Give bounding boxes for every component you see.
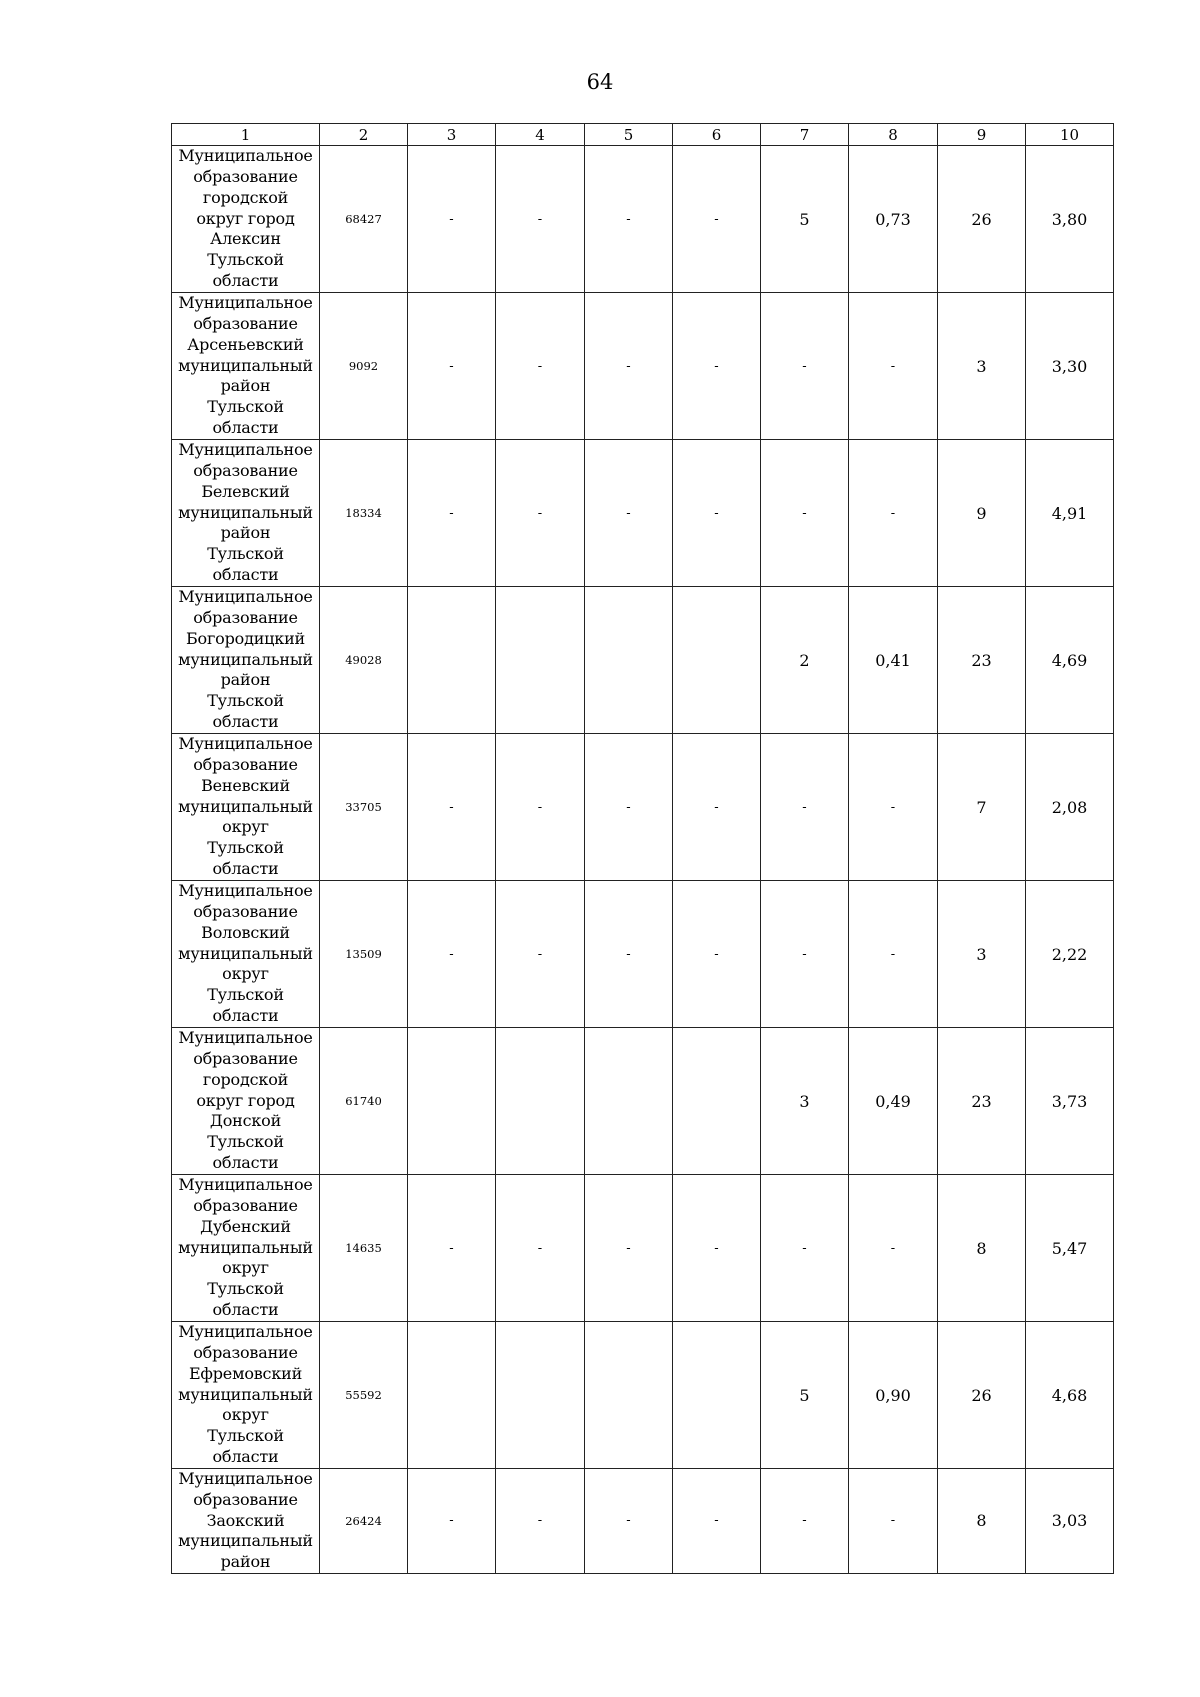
value-cell bbox=[496, 1028, 585, 1175]
value-cell: 4,69 bbox=[1026, 587, 1114, 734]
value-cell: 4,91 bbox=[1026, 440, 1114, 587]
municipality-name-cell bbox=[172, 1469, 320, 1574]
value-cell: - bbox=[408, 881, 496, 1028]
population-cell: 13509 bbox=[320, 881, 408, 1028]
municipality-name-line: округ bbox=[222, 964, 269, 984]
municipality-name-line: район bbox=[220, 376, 271, 396]
column-header: 9 bbox=[938, 124, 1026, 146]
municipality-name-line: области bbox=[212, 564, 279, 584]
column-header: 2 bbox=[320, 124, 408, 146]
municipality-name-line: муниципальный bbox=[178, 502, 313, 522]
municipality-name-line: образование bbox=[193, 1049, 298, 1068]
value-cell: - bbox=[761, 734, 849, 881]
municipality-name-cell bbox=[172, 587, 320, 734]
municipality-name-line: области bbox=[212, 1446, 279, 1466]
value-cell: - bbox=[496, 440, 585, 587]
value-cell: 0,41 bbox=[849, 587, 938, 734]
value-cell bbox=[408, 1028, 496, 1175]
municipality-name-line: образование bbox=[193, 608, 298, 627]
municipality-name-line: образование bbox=[193, 314, 298, 333]
municipality-name-line: муниципальный bbox=[178, 796, 313, 816]
municipality-name-line: Тульской bbox=[207, 397, 284, 417]
population-cell: 61740 bbox=[320, 1028, 408, 1175]
municipality-name-line: район bbox=[220, 1552, 271, 1572]
value-cell: - bbox=[849, 440, 938, 587]
table-row bbox=[172, 146, 1114, 293]
municipality-name-line: Тульской bbox=[207, 985, 284, 1005]
value-cell: 3 bbox=[761, 1028, 849, 1175]
municipality-name-line: Тульской bbox=[207, 1279, 284, 1299]
value-cell bbox=[585, 1322, 673, 1469]
municipality-name-line: Муниципальное bbox=[178, 146, 313, 166]
value-cell: - bbox=[673, 1175, 761, 1322]
municipality-name-line: округ bbox=[222, 1258, 269, 1278]
municipality-name-line: Арсеньевский bbox=[187, 334, 304, 354]
value-cell: - bbox=[585, 440, 673, 587]
value-cell: - bbox=[408, 146, 496, 293]
municipality-name-cell bbox=[172, 146, 320, 293]
value-cell: - bbox=[673, 734, 761, 881]
value-cell: 8 bbox=[938, 1175, 1026, 1322]
value-cell: - bbox=[496, 1469, 585, 1574]
value-cell: 5 bbox=[761, 146, 849, 293]
value-cell: 8 bbox=[938, 1469, 1026, 1574]
municipality-name-line: области bbox=[212, 270, 279, 290]
population-cell: 49028 bbox=[320, 587, 408, 734]
municipality-name-line: Богородицкий bbox=[185, 628, 305, 648]
value-cell: 3,30 bbox=[1026, 293, 1114, 440]
municipality-name-line: Тульской bbox=[207, 544, 284, 564]
municipality-name-line: Тульской bbox=[207, 838, 284, 858]
municipality-name-line: Муниципальное bbox=[178, 587, 313, 607]
municipality-name-line: области bbox=[212, 417, 279, 437]
column-header: 1 bbox=[172, 124, 320, 146]
municipality-name-line: городской bbox=[202, 1069, 289, 1089]
value-cell bbox=[673, 1322, 761, 1469]
table-row bbox=[172, 881, 1114, 1028]
value-cell bbox=[673, 587, 761, 734]
municipality-name-line: Веневский bbox=[201, 775, 290, 795]
municipality-name-line: Муниципальное bbox=[178, 734, 313, 754]
value-cell: 26 bbox=[938, 146, 1026, 293]
value-cell: - bbox=[496, 881, 585, 1028]
municipality-name-line: образование bbox=[193, 1489, 298, 1509]
population-cell: 33705 bbox=[320, 734, 408, 881]
value-cell: - bbox=[585, 146, 673, 293]
municipality-name-cell bbox=[172, 734, 320, 881]
table-row bbox=[172, 1175, 1114, 1322]
municipality-name-line: области bbox=[212, 858, 279, 878]
population-cell: 55592 bbox=[320, 1322, 408, 1469]
column-header: 5 bbox=[585, 124, 673, 146]
value-cell: - bbox=[408, 1175, 496, 1322]
value-cell: - bbox=[408, 440, 496, 587]
value-cell: 5,47 bbox=[1026, 1175, 1114, 1322]
value-cell: 3 bbox=[938, 293, 1026, 440]
value-cell: 3 bbox=[938, 881, 1026, 1028]
municipality-name-line: Муниципальное bbox=[178, 1028, 313, 1048]
municipality-name-line: муниципальный bbox=[178, 649, 313, 669]
municipality-name-line: области bbox=[212, 1005, 279, 1025]
municipality-name-line: муниципальный bbox=[178, 1237, 313, 1257]
value-cell bbox=[673, 1028, 761, 1175]
data-table bbox=[171, 123, 1114, 1574]
value-cell: 3,73 bbox=[1026, 1028, 1114, 1175]
value-cell: 0,73 bbox=[849, 146, 938, 293]
value-cell: - bbox=[673, 440, 761, 587]
value-cell: 0,49 bbox=[849, 1028, 938, 1175]
municipality-name-line: Донской bbox=[209, 1111, 282, 1131]
population-cell: 9092 bbox=[320, 293, 408, 440]
table-row bbox=[172, 734, 1114, 881]
value-cell: 2,08 bbox=[1026, 734, 1114, 881]
municipality-name-line: округ bbox=[222, 1405, 269, 1425]
table-row bbox=[172, 440, 1114, 587]
municipality-name-line: Муниципальное bbox=[178, 881, 313, 901]
municipality-name-line: Тульской bbox=[207, 1132, 284, 1152]
municipality-name-line: Тульской bbox=[207, 1426, 284, 1446]
municipality-name-cell bbox=[172, 293, 320, 440]
value-cell: 5 bbox=[761, 1322, 849, 1469]
value-cell: - bbox=[408, 1469, 496, 1574]
population-cell: 68427 bbox=[320, 146, 408, 293]
value-cell: 0,90 bbox=[849, 1322, 938, 1469]
municipality-name-line: области bbox=[212, 1152, 279, 1172]
table-row bbox=[172, 1322, 1114, 1469]
page-number: 64 bbox=[586, 70, 614, 94]
value-cell: - bbox=[585, 1469, 673, 1574]
value-cell: 26 bbox=[938, 1322, 1026, 1469]
municipality-name-line: Муниципальное bbox=[178, 1322, 313, 1342]
value-cell: - bbox=[585, 1175, 673, 1322]
column-header: 4 bbox=[496, 124, 585, 146]
value-cell: 9 bbox=[938, 440, 1026, 587]
municipality-name-line: Воловский bbox=[201, 922, 290, 942]
municipality-name-cell bbox=[172, 1028, 320, 1175]
value-cell: - bbox=[849, 881, 938, 1028]
municipality-name-line: муниципальный bbox=[178, 943, 313, 963]
municipality-name-cell bbox=[172, 1322, 320, 1469]
column-header: 8 bbox=[849, 124, 938, 146]
municipality-name-line: район bbox=[220, 670, 271, 690]
value-cell bbox=[585, 1028, 673, 1175]
value-cell: - bbox=[849, 1175, 938, 1322]
municipality-name-line: муниципальный bbox=[178, 1531, 313, 1551]
value-cell bbox=[496, 1322, 585, 1469]
municipality-name-line: образование bbox=[193, 461, 298, 480]
municipality-name-line: Муниципальное bbox=[178, 1469, 313, 1488]
header-row bbox=[172, 124, 1114, 146]
municipality-name-line: округ город bbox=[196, 1090, 295, 1110]
value-cell: - bbox=[761, 881, 849, 1028]
table-row bbox=[172, 587, 1114, 734]
value-cell: - bbox=[673, 293, 761, 440]
municipality-name-cell bbox=[172, 440, 320, 587]
municipality-name-line: Тульской bbox=[207, 691, 284, 711]
value-cell: - bbox=[585, 881, 673, 1028]
value-cell: - bbox=[585, 293, 673, 440]
column-header: 6 bbox=[673, 124, 761, 146]
municipality-name-line: район bbox=[220, 523, 271, 543]
municipality-name-line: округ город bbox=[196, 208, 295, 228]
municipality-name-line: Муниципальное bbox=[178, 293, 313, 313]
value-cell: - bbox=[496, 293, 585, 440]
value-cell: - bbox=[408, 734, 496, 881]
value-cell bbox=[585, 587, 673, 734]
value-cell: - bbox=[849, 734, 938, 881]
municipality-name-line: образование bbox=[193, 1343, 298, 1362]
municipality-name-line: Белевский bbox=[201, 481, 290, 501]
value-cell: - bbox=[408, 293, 496, 440]
value-cell bbox=[408, 587, 496, 734]
municipality-name-line: Дубенский bbox=[200, 1216, 291, 1236]
municipality-name-line: округ bbox=[222, 817, 269, 837]
municipality-name-line: области bbox=[212, 711, 279, 731]
municipality-name-line: образование bbox=[193, 1196, 298, 1215]
municipality-name-cell bbox=[172, 881, 320, 1028]
value-cell: - bbox=[761, 440, 849, 587]
population-cell: 18334 bbox=[320, 440, 408, 587]
value-cell: - bbox=[761, 1175, 849, 1322]
value-cell: 7 bbox=[938, 734, 1026, 881]
municipality-name-line: Муниципальное bbox=[178, 440, 313, 460]
column-header: 3 bbox=[408, 124, 496, 146]
value-cell: 2 bbox=[761, 587, 849, 734]
value-cell bbox=[408, 1322, 496, 1469]
value-cell: - bbox=[761, 1469, 849, 1574]
municipality-name-line: муниципальный bbox=[178, 355, 313, 375]
value-cell: 3,80 bbox=[1026, 146, 1114, 293]
municipality-name-line: образование bbox=[193, 167, 298, 186]
municipality-name-line: Ефремовский bbox=[188, 1363, 303, 1383]
value-cell: - bbox=[849, 1469, 938, 1574]
value-cell: 2,22 bbox=[1026, 881, 1114, 1028]
value-cell: - bbox=[496, 734, 585, 881]
value-cell: - bbox=[496, 1175, 585, 1322]
municipality-name-line: образование bbox=[193, 902, 298, 921]
value-cell: - bbox=[761, 293, 849, 440]
municipality-name-line: муниципальный bbox=[178, 1384, 313, 1404]
population-cell: 14635 bbox=[320, 1175, 408, 1322]
value-cell: 4,68 bbox=[1026, 1322, 1114, 1469]
municipality-name-line: Алексин bbox=[210, 229, 281, 249]
municipality-name-cell bbox=[172, 1175, 320, 1322]
municipality-name-line: Заокский bbox=[206, 1510, 285, 1530]
column-header: 10 bbox=[1026, 124, 1114, 146]
table-row bbox=[172, 293, 1114, 440]
municipality-name-line: образование bbox=[193, 755, 298, 774]
municipality-name-line: области bbox=[212, 1299, 279, 1319]
value-cell bbox=[496, 587, 585, 734]
value-cell: - bbox=[585, 734, 673, 881]
municipality-name-line: городской bbox=[202, 187, 289, 207]
table-row bbox=[172, 1028, 1114, 1175]
value-cell: - bbox=[673, 146, 761, 293]
value-cell: 23 bbox=[938, 587, 1026, 734]
municipality-name-line: Муниципальное bbox=[178, 1175, 313, 1195]
value-cell: 3,03 bbox=[1026, 1469, 1114, 1574]
value-cell: - bbox=[673, 881, 761, 1028]
table-row bbox=[172, 1469, 1114, 1574]
value-cell: 23 bbox=[938, 1028, 1026, 1175]
value-cell: - bbox=[849, 293, 938, 440]
column-header: 7 bbox=[761, 124, 849, 146]
value-cell: - bbox=[496, 146, 585, 293]
population-cell: 26424 bbox=[320, 1469, 408, 1574]
value-cell: - bbox=[673, 1469, 761, 1574]
municipality-name-line: Тульской bbox=[207, 250, 284, 270]
